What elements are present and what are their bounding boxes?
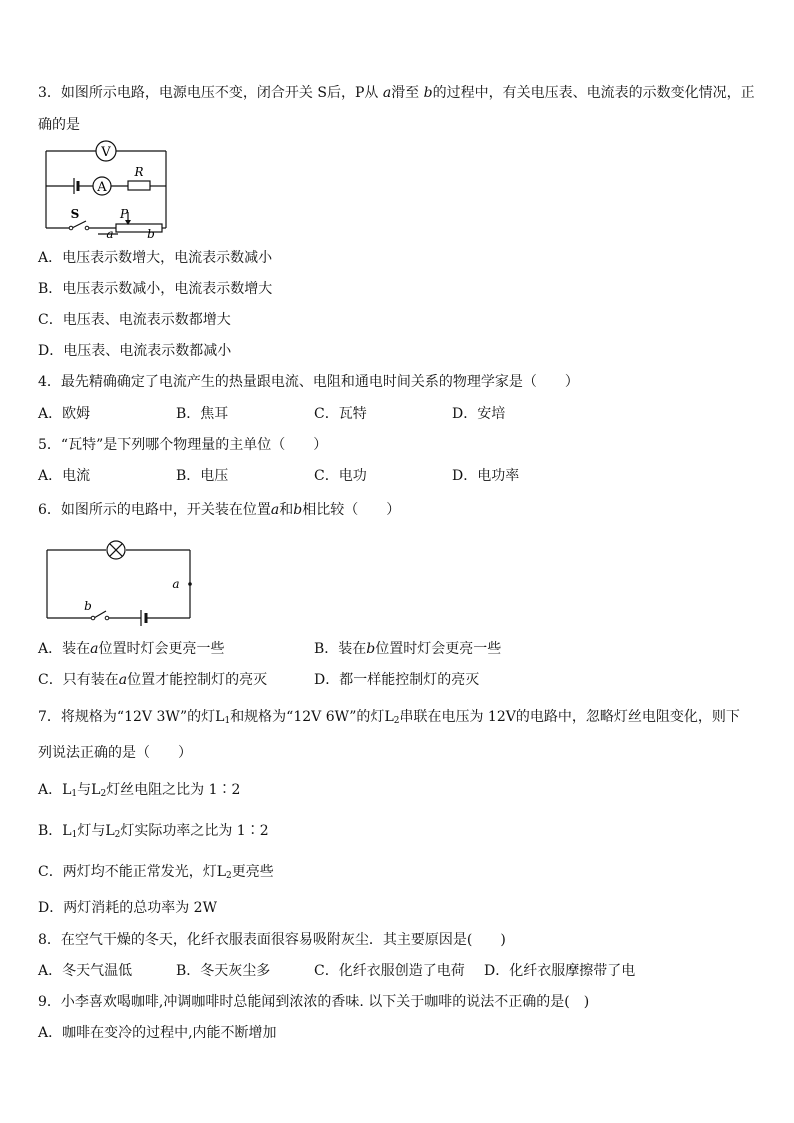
q6-option-d: D．都一样能控制灯的亮灭 [314,672,480,688]
rheostat-icon [116,224,162,232]
q3-option-a: A．电压表示数增大，电流表示数减小 [38,250,273,266]
switch-icon [91,616,95,620]
q4-option-d: D．安培 [452,406,506,422]
point-b-label: b [84,599,92,613]
rheostat-end-b: b [147,227,155,241]
q6-option-a: A．装在a位置时灯会更亮一些 [38,641,225,657]
q4-option-b: B．焦耳 [176,406,229,422]
q7-option-d: D．两灯消耗的总功率为 2W [38,900,217,916]
q3-option-d: D．电压表、电流表示数都减小 [38,343,232,359]
point-a-dot [188,582,192,586]
q8-option-d: D．化纤衣服摩擦带了电 [484,963,636,979]
q6-stem: 6．如图所示的电路中，开关装在位置a和b相比较（ ） [38,502,401,518]
voltmeter-label: V [101,145,111,160]
rheostat-end-a: a [106,227,114,241]
lamp-icon [107,541,125,559]
q4-option-a: A．欧姆 [38,406,91,422]
q8-option-a: A．冬天气温低 [38,963,133,979]
switch-label: S [70,207,80,221]
q3-stem-line2: 确的是 [38,117,80,133]
resistor-label: R [134,165,144,179]
q3-circuit-diagram [38,140,178,240]
battery-icon [141,610,146,626]
q4-option-c: C．瓦特 [314,406,367,422]
q6-option-b: B．装在b位置时灯会更亮一些 [314,641,502,657]
q7-stem-line1: 7．将规格为“12V 3W”的灯$L_1$和规格为“12V 6W”的灯$L_2$串联在电压为 12V的电路中，忽略灯丝电阻变化，则下 [38,709,740,726]
q4-stem: 4．最先精确确定了电流产生的热量跟电流、电阻和通电时间关系的物理学家是（ ） [38,374,579,390]
q5-option-a: A．电流 [38,468,91,484]
slider-label: P [119,207,129,221]
q7-option-a: A．$L_1$与$L_2$灯丝电阻之比为 1∶2 [38,782,241,799]
q6-option-c: C．只有装在a位置才能控制灯的亮灭 [38,672,268,688]
q8-stem: 8．在空气干燥的冬天，化纤衣服表面很容易吸附灰尘．其主要原因是( ) [38,932,506,948]
switch-icon [69,226,73,230]
q3-option-c: C．电压表、电流表示数都增大 [38,312,231,328]
q8-option-b: B．冬天灰尘多 [176,963,271,979]
q9-option-a: A．咖啡在变冷的过程中,内能不断增加 [38,1025,277,1041]
ammeter-label: A [97,180,107,195]
q5-stem: 5．“瓦特”是下列哪个物理量的主单位（ ） [38,437,328,453]
battery-icon [74,178,78,194]
point-a-label: a [172,577,180,591]
q7-stem-line2: 列说法正确的是（ ） [38,745,192,761]
q8-option-c: C．化纤衣服创造了电荷 [314,963,465,979]
q3-stem-line1: 3．如图所示电路，电源电压不变，闭合开关 S后，P从 a滑至 b的过程中，有关电压表、电流表的示数变化情况，正 [38,85,755,101]
q5-option-c: C．电功 [314,468,367,484]
q6-circuit-diagram [44,538,196,620]
q5-option-b: B．电压 [176,468,229,484]
q7-option-b: B．$L_1$灯与$L_2$灯实际功率之比为 1∶2 [38,823,269,840]
resistor-icon [128,181,150,190]
q3-option-b: B．电压表示数减小，电流表示数增大 [38,281,273,297]
q7-option-c: C．两灯均不能正常发光，灯$L_2$更亮些 [38,864,274,881]
q9-stem: 9．小李喜欢喝咖啡,冲调咖啡时总能闻到浓浓的香味. 以下关于咖啡的说法不正确的是( ) [38,994,590,1010]
q5-option-d: D．电功率 [452,468,520,484]
